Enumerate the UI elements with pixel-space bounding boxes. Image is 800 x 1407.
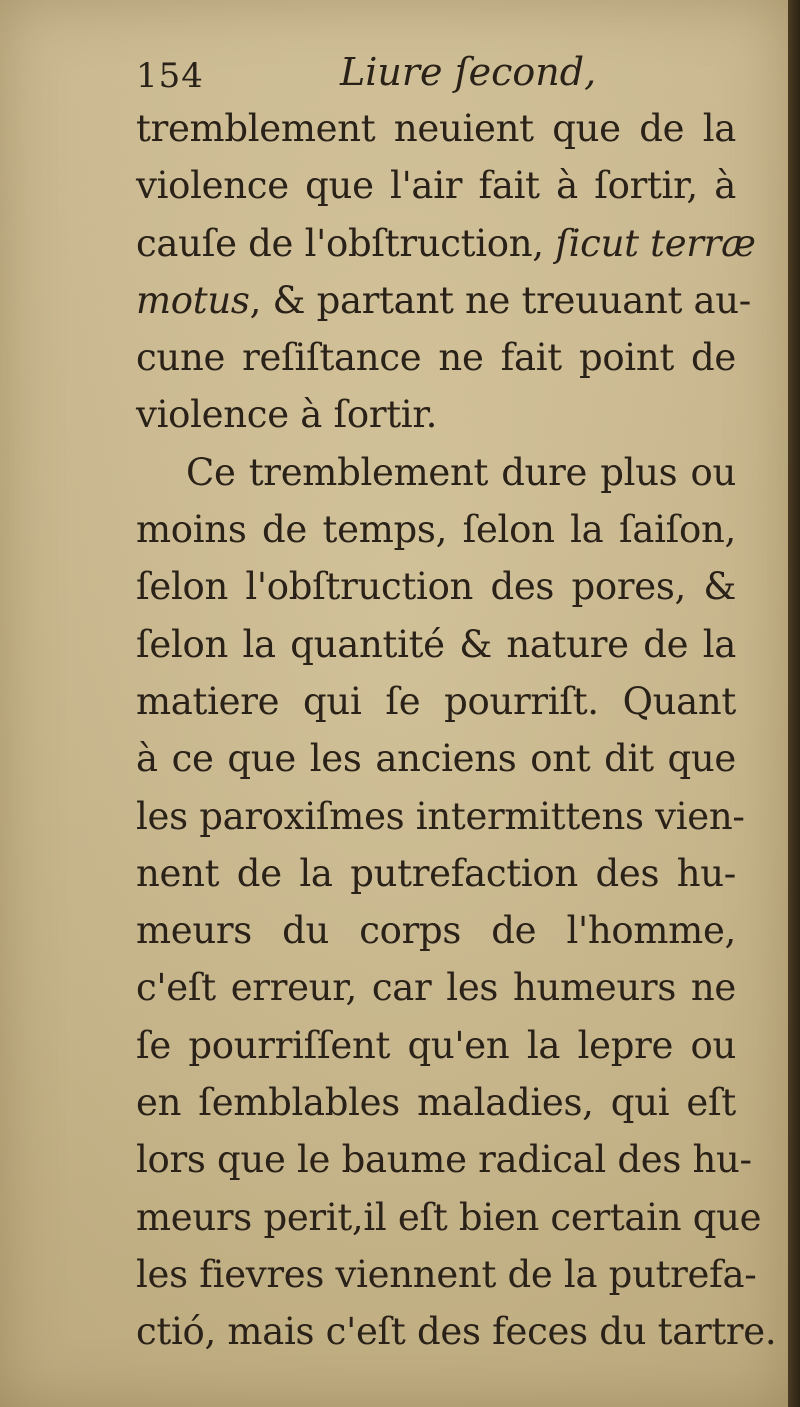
page-number: 154 — [136, 56, 204, 96]
latin-phrase: motus — [136, 278, 250, 322]
text-line: à ce que les anciens ont dit que — [136, 737, 736, 781]
paragraph-end-line: violence à ſortir. — [136, 393, 438, 437]
paragraph-start-line: Ce tremblement dure plus ou — [186, 450, 736, 494]
text-span: , & partant ne treuuant au- — [249, 278, 752, 322]
text-line: ſelon la quantité & nature de la — [136, 622, 736, 666]
text-line: meurs du corps de l'homme, — [136, 909, 736, 953]
text-line: en ſemblables maladies, qui eſt — [136, 1081, 736, 1125]
text-line — [136, 272, 752, 329]
text-line: nent de la putrefaction des hu- — [136, 851, 736, 895]
text-line: meurs perit,il eſt bien certain que — [136, 1195, 762, 1239]
text-line — [136, 215, 756, 272]
text-line: lors que le baume radical des hu- — [136, 1138, 752, 1182]
text-line: violence que l'air fait à ſortir, à — [136, 164, 736, 208]
text-line: moins de temps, ſelon la ſaiſon, — [136, 508, 736, 552]
text-span: cauſe de l'obſtruction, — [136, 221, 556, 265]
text-line: les fievres viennent de la putrefa- — [136, 1252, 757, 1296]
text-line: les paroxiſmes intermittens vien- — [136, 794, 745, 838]
text-line: ctió, mais c'eſt des feces du tartre. — [136, 1310, 777, 1354]
text-line: ſe pourriſſent qu'en la lepre ou — [136, 1023, 736, 1067]
text-line: matiere qui ſe pourriſt. Quant — [136, 679, 736, 723]
text-line: ſelon l'obſtruction des pores, & — [136, 565, 736, 609]
body-text — [136, 100, 777, 1361]
page-header — [136, 44, 736, 104]
running-title: Liure ſecond, — [340, 50, 597, 94]
page-edge-shadow — [788, 0, 800, 1407]
latin-phrase: ſicut terræ — [555, 221, 756, 265]
text-line: cune reſiſtance ne fait point de — [136, 336, 736, 380]
text-line: c'eſt erreur, car les humeurs ne — [136, 966, 736, 1010]
text-line: tremblement neuient que de la — [136, 107, 736, 150]
